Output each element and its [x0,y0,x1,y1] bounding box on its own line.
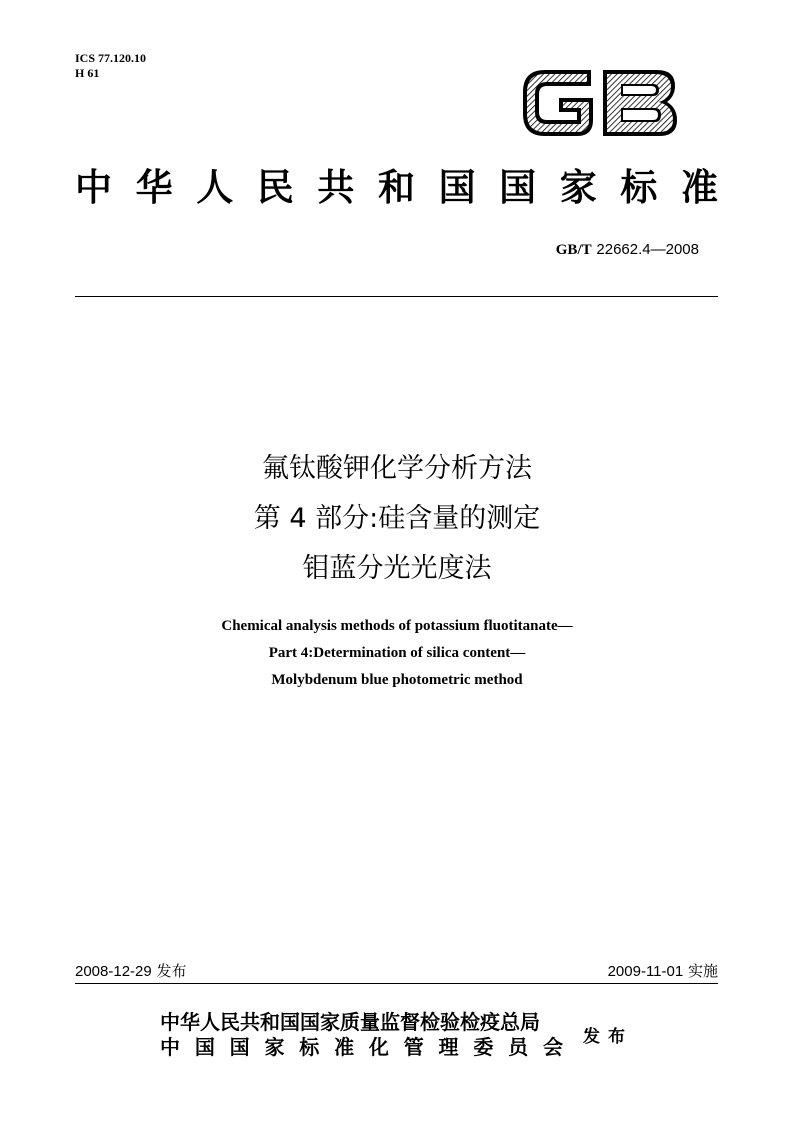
issuer-aqsiq: 中华人民共和国国家质量监督检验检疫总局 [160,1010,540,1034]
national-title-char: 华 [135,166,173,209]
ccs-code: H 61 [75,66,100,80]
issue-date: 2008-12-29 [75,963,152,980]
issuer-sac-char: 标 [299,1035,320,1059]
issuer-sac-char: 家 [264,1035,285,1059]
national-title-char: 家 [559,166,597,209]
issuer-sac-char: 理 [438,1035,459,1059]
issuing-authorities [160,1010,563,1060]
publish-label: 发布 [583,1027,633,1047]
issuer-sac-char: 准 [334,1035,355,1059]
national-title-char: 中 [75,166,112,209]
standard-code: 22662.4—2008 [596,241,699,258]
issuer-sac-char: 会 [542,1035,563,1059]
national-title-char: 人 [196,166,234,209]
issuer-sac-char: 管 [403,1035,424,1059]
english-title-line-3: Molybdenum blue photometric method [271,672,523,688]
issuer-sac-char: 委 [473,1035,494,1059]
issuer-sac-char: 中 [160,1035,180,1059]
national-title-char: 民 [256,166,294,209]
implement-date: 2009-11-01 [607,963,684,980]
implement-date-group [608,961,718,982]
issuer-sac-char: 员 [508,1035,529,1059]
national-standard-title [75,166,718,210]
implement-label: 实施 [687,962,718,980]
chinese-title-line-3: 钼蓝分光光度法 [302,553,492,584]
national-title-char: 标 [620,166,658,209]
national-title-char: 国 [438,166,476,209]
top-divider [75,296,718,297]
standard-prefix: GB/T [555,242,592,258]
national-title-char: 和 [377,166,415,209]
gb-logo-icon [519,64,679,142]
issuer-sac-char: 国 [194,1035,215,1059]
date-row [75,961,718,982]
national-title-char: 共 [317,166,355,209]
chinese-title-line-2: 第 4 部分:硅含量的测定 [253,503,541,534]
national-title-char: 准 [680,166,718,209]
standard-number [556,240,699,259]
national-title-char: 国 [499,166,537,209]
issue-date-group [75,961,187,982]
english-title [0,613,794,694]
chinese-title [0,444,794,594]
issuer-sac-char: 国 [229,1035,250,1059]
issue-label: 发布 [156,962,187,980]
issuer-sac-char: 化 [368,1035,389,1059]
chinese-title-line-1: 氟钛酸钾化学分析方法 [262,453,532,484]
bottom-divider [75,983,718,984]
classification-codes [75,51,146,81]
issuer-sac [160,1035,563,1060]
english-title-line-1: Chemical analysis methods of potassium fluotitanate— [221,618,573,634]
ics-code: ICS 77.120.10 [75,51,147,65]
english-title-line-2: Part 4:Determination of silica content— [268,645,526,661]
